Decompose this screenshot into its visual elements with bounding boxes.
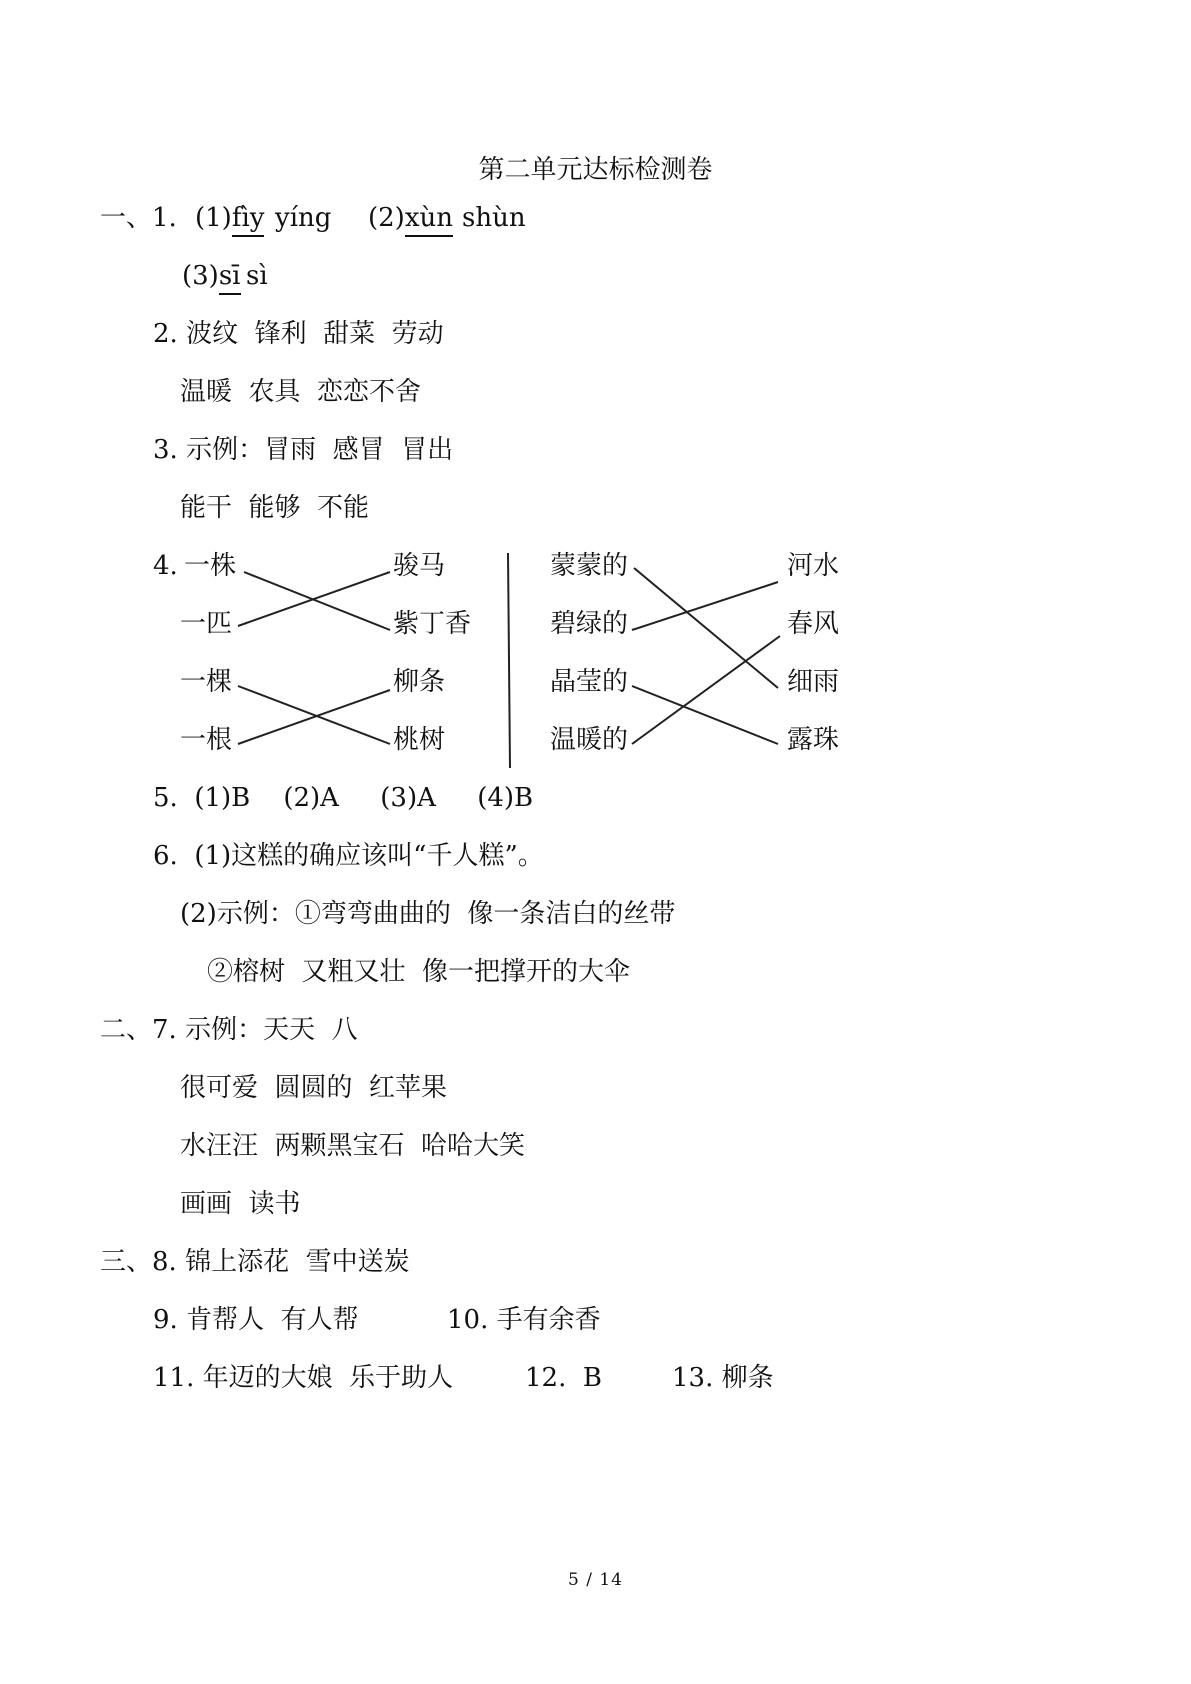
q3-line2: 能干 能够 不能 [180,493,370,523]
q1-part3-answer: sī [219,261,241,295]
match-right-target: 河水 [787,551,840,581]
match-right-target: 春风 [787,609,840,639]
q7-line3: 水汪汪 两颗黑宝石 哈哈大笑 [180,1131,526,1161]
q11-answer: 11. 年迈的大娘 乐于助人 [153,1363,454,1393]
match-right-term: 晶莹的 [550,667,629,697]
match-left-target: 骏马 [393,551,446,581]
match-left-target: 桃树 [393,725,446,755]
q1-part3-label: (3) [182,261,219,291]
q6-line3: ②榕树 又粗又壮 像一把撑开的大伞 [207,957,631,987]
q13-answer: 13. 柳条 [672,1363,774,1393]
match-right-term: 温暖的 [550,725,629,755]
match-right-term: 碧绿的 [550,609,629,639]
q1-part1-answer: fìy [232,203,265,237]
match-left-term: 一根 [180,725,233,755]
match-left-target: 柳条 [393,667,446,697]
match-line [238,572,390,626]
q7-line4: 画画 读书 [180,1189,301,1219]
match-line [632,686,778,744]
q6-line2: (2)示例：①弯弯曲曲的 像一条洁白的丝带 [180,899,676,929]
q4-number: 4. [153,551,178,581]
q1-part1-rest: yíng [275,203,332,233]
q9-answer: 9. 肯帮人 有人帮 [153,1305,359,1335]
page-title: 第二单元达标检测卷 [478,155,713,185]
q2-line2: 温暖 农具 恋恋不舍 [180,377,422,407]
q6-line1: 6. (1)这糕的确应该叫“千人糕”。 [153,841,544,871]
q1-part2-label: (2) [368,203,405,233]
q5-answers: 5. (1)B (2)A (3)A (4)B [153,783,534,813]
q1-part3-rest: sì [246,261,268,291]
page-number: 5 / 14 [568,1570,623,1590]
q1-section-label: 一、1. [100,203,177,233]
q7-line1: 二、7. 示例：天天 八 [100,1015,358,1045]
q1-part2-rest: shùn [462,203,526,233]
column-divider [508,553,510,768]
match-left-term: 一棵 [180,667,233,697]
match-right-target: 细雨 [787,667,840,697]
q10-answer: 10. 手有余香 [447,1305,601,1335]
q2-line1: 2. 波纹 锋利 甜菜 劳动 [153,319,444,349]
match-left-term: 一匹 [180,609,233,639]
match-right-target: 露珠 [787,725,840,755]
q3-line1: 3. 示例：冒雨 感冒 冒出 [153,435,454,465]
q1-part1-label: (1) [195,203,232,233]
match-right-term: 蒙蒙的 [550,551,629,581]
q7-line2: 很可爱 圆圆的 红苹果 [180,1073,448,1103]
match-left-target: 紫丁香 [393,609,472,639]
match-line [632,636,780,744]
match-left-term: 一株 [184,551,237,581]
match-line [634,568,778,688]
match-line [632,582,778,630]
q8-answer: 三、8. 锦上添花 雪中送炭 [100,1247,410,1277]
q1-part2-answer: xùn [405,203,453,237]
q12-answer: 12. B [525,1363,602,1393]
